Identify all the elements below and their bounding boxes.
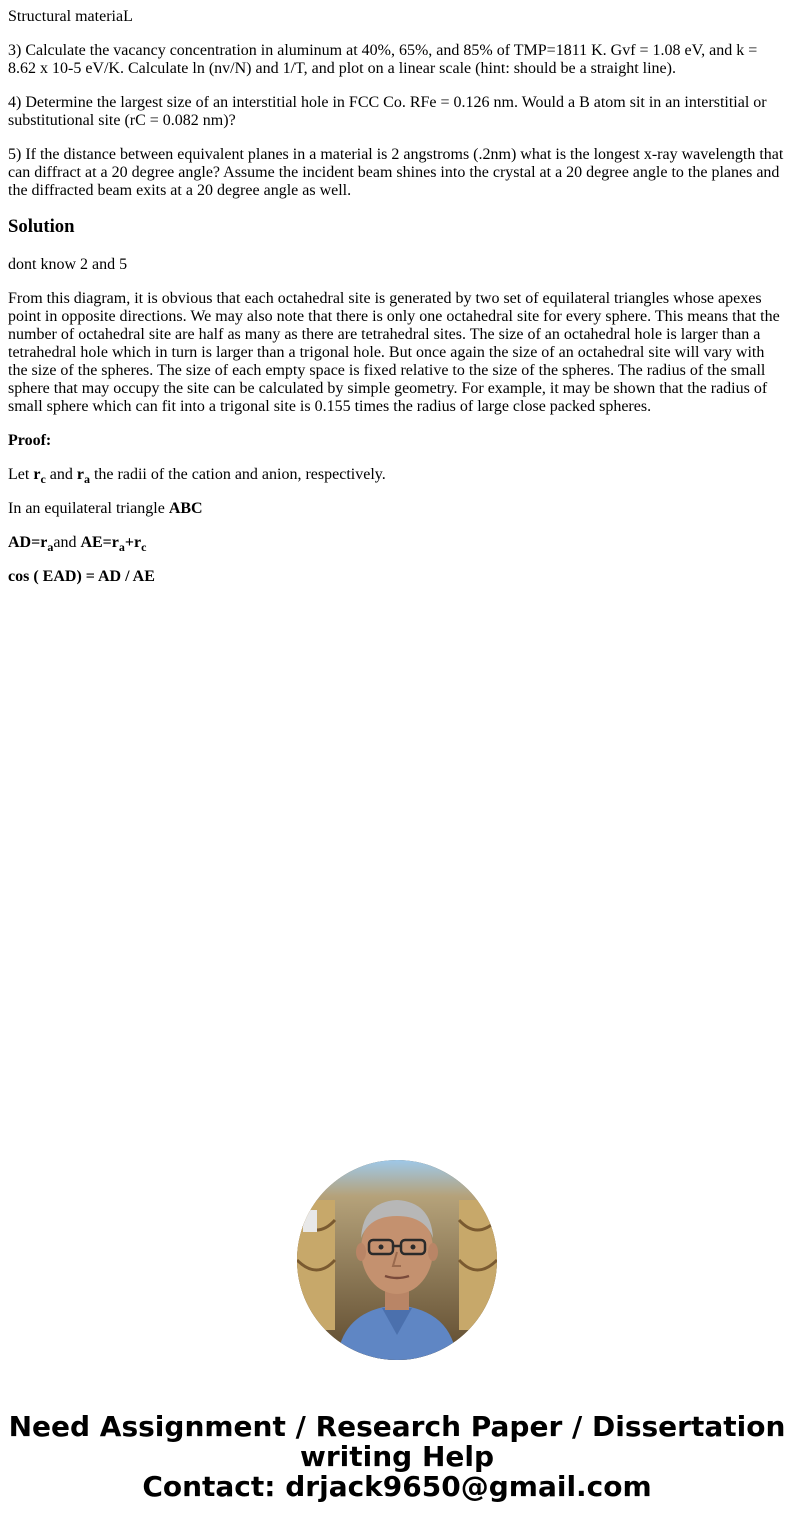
promo-line-1: Need Assignment / Research Paper / Dissertation <box>8 1410 786 1443</box>
radii-definition: Let $r_c$ and $r_a$ the radii of the cation and anion, respectively. <box>8 466 386 486</box>
author-photo-icon <box>297 1160 497 1360</box>
cos-equation: cos ( EAD) = AD / AE <box>8 568 155 585</box>
promo-line-2: writing Help <box>299 1440 495 1473</box>
ad-ae-equation: $AD=r_aand$ $AE=r_a+r_c$ <box>8 534 147 554</box>
promo-text <box>0 1412 794 1502</box>
proof-label: Proof: <box>8 432 52 449</box>
solution-heading: Solution <box>8 216 75 237</box>
question-4: 4) Determine the largest size of an interstitial hole in FCC Co. RFe = 0.126 nm. Would a B atom sit in an interstitial or substitutional site (rC = 0.082 nm)? <box>8 94 767 129</box>
author-avatar <box>297 1160 497 1360</box>
question-3: 3) Calculate the vacancy concentration in aluminum at 40%, 65%, and 85% of TMP=1811 K. Gvf = 1.08 eV, and k = 8.62 x 10-5 eV/K. Calculate ln (nv/N) and 1/T, and plot on a linear scale (hint: should be a straight line). <box>8 42 758 77</box>
triangle-line: In an equilateral triangle ABC <box>8 500 203 517</box>
document-title: Structural materiaL <box>8 8 133 25</box>
promo-contact: Contact: drjack9650@gmail.com <box>142 1470 652 1503</box>
promo-banner <box>0 1160 794 1502</box>
question-5: 5) If the distance between equivalent planes in a material is 2 angstroms (.2nm) what is the longest x-ray wavelength that can diffract at a 20 degree angle? Assume the incident beam shines into the crystal at a 20 degree angle to the planes and the diffracted beam exits at a 20 degree angle as well. <box>8 146 784 199</box>
solution-paragraph: From this diagram, it is obvious that each octahedral site is generated by two set of equilateral triangles whose apexes point in opposite directions. We may also note that there is only one octahedral site for every sphere. This means that the number of octahedral site are half as many as there are tetrahedral sites. The size of an octahedral hole is larger than a tetrahedral hole which in turn is larger than a trigonal hole. But once again the size of an octahedral site will vary with the size of the spheres. The size of each empty space is fixed relative to the size of the spheres. The radius of the small sphere that may occupy the site can be calculated by simple geometry. For example, it may be shown that the radius of small sphere which can fit into a trigonal site is 0.155 times the radius of large close packed spheres. <box>8 290 780 415</box>
solution-note: dont know 2 and 5 <box>8 256 128 273</box>
document-body <box>0 8 794 586</box>
